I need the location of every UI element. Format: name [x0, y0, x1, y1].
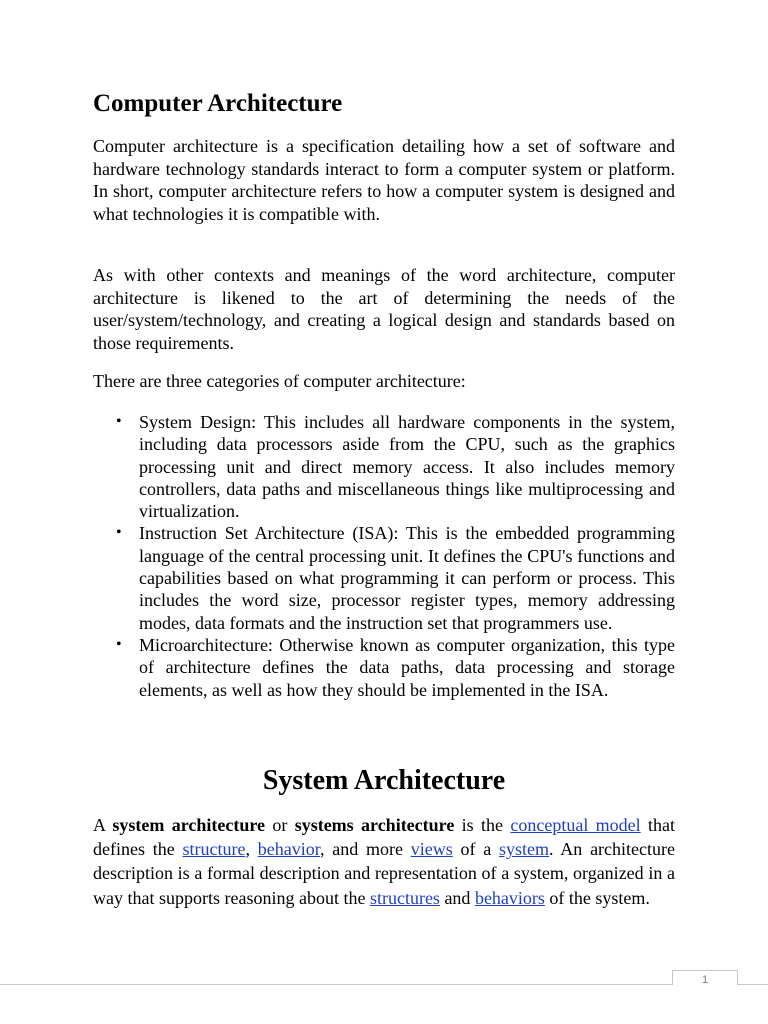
list-item-system-design [93, 411, 675, 522]
bold-term-systems-architecture: systems architecture [294, 815, 455, 835]
text-run: of the system. [544, 887, 650, 908]
link-structure[interactable]: structure [182, 839, 246, 860]
context-paragraph: As with other contexts and meanings of the word architecture, computer architecture is likened to the art of determining the needs of the user/system/technology, and creating a logical design and standards based on those requirements. [93, 265, 675, 353]
link-conceptual-model[interactable]: conceptual model [510, 815, 641, 835]
categories-list [93, 411, 675, 701]
list-item-microarchitecture [93, 634, 675, 701]
footer-divider [0, 984, 768, 985]
bullet-icon: • [116, 635, 122, 653]
text-run: that defines the [93, 815, 675, 860]
page-number: 1 [672, 970, 738, 985]
bullet-icon: • [116, 524, 122, 542]
bullet-icon: • [116, 413, 122, 430]
system-architecture-paragraph [93, 813, 675, 910]
link-system[interactable]: system [499, 839, 550, 860]
list-item-isa [93, 522, 675, 633]
text-run: of a [452, 839, 500, 860]
link-structures[interactable]: structures [369, 887, 440, 908]
text-run: is the [454, 815, 511, 835]
link-behaviors[interactable]: behaviors [474, 887, 545, 908]
list-item-text: Instruction Set Architecture (ISA): This is the embedded programming language of the central processing unit. It defines the CPU's functions and capabilities based on what programming it can perform or process. This includes the word size, processor register types, memory addressing modes, data formats and the instruction set that programmers use. [139, 523, 675, 633]
section-title: System Architecture [262, 765, 506, 796]
page-title: Computer Architecture [93, 90, 343, 117]
intro-paragraph: Computer architecture is a specification detailing how a set of software and hardware technology standards interact to form a computer system or platform. In short, computer architecture refers to how a computer system is designed and what technologies it is compatible with. [93, 136, 675, 224]
list-item-text: Microarchitecture: Otherwise known as computer organization, this type of architecture defines the data paths, data processing and storage elements, as well as how they should be implemented in the ISA. [139, 634, 675, 700]
link-behavior[interactable]: behavior [257, 839, 321, 860]
text-run: A [93, 815, 113, 835]
text-run: , and more [320, 839, 411, 860]
text-run: , [245, 839, 258, 860]
link-views[interactable]: views [410, 839, 453, 860]
text-run: or [265, 815, 295, 835]
text-run: . An architecture description is a formal description and representation of a system, organized in a way that supports reasoning about the [93, 839, 676, 908]
list-item-text: System Design: This includes all hardware components in the system, including data processors aside from the CPU, such as the graphics processing unit and direct memory access. It also includes memory controllers, data paths and miscellaneous things like multiprocessing and virtualization. [139, 412, 675, 522]
categories-intro-paragraph: There are three categories of computer architecture: [93, 371, 466, 391]
bold-term-system-architecture: system architecture [112, 815, 265, 835]
text-run: and [439, 887, 475, 908]
